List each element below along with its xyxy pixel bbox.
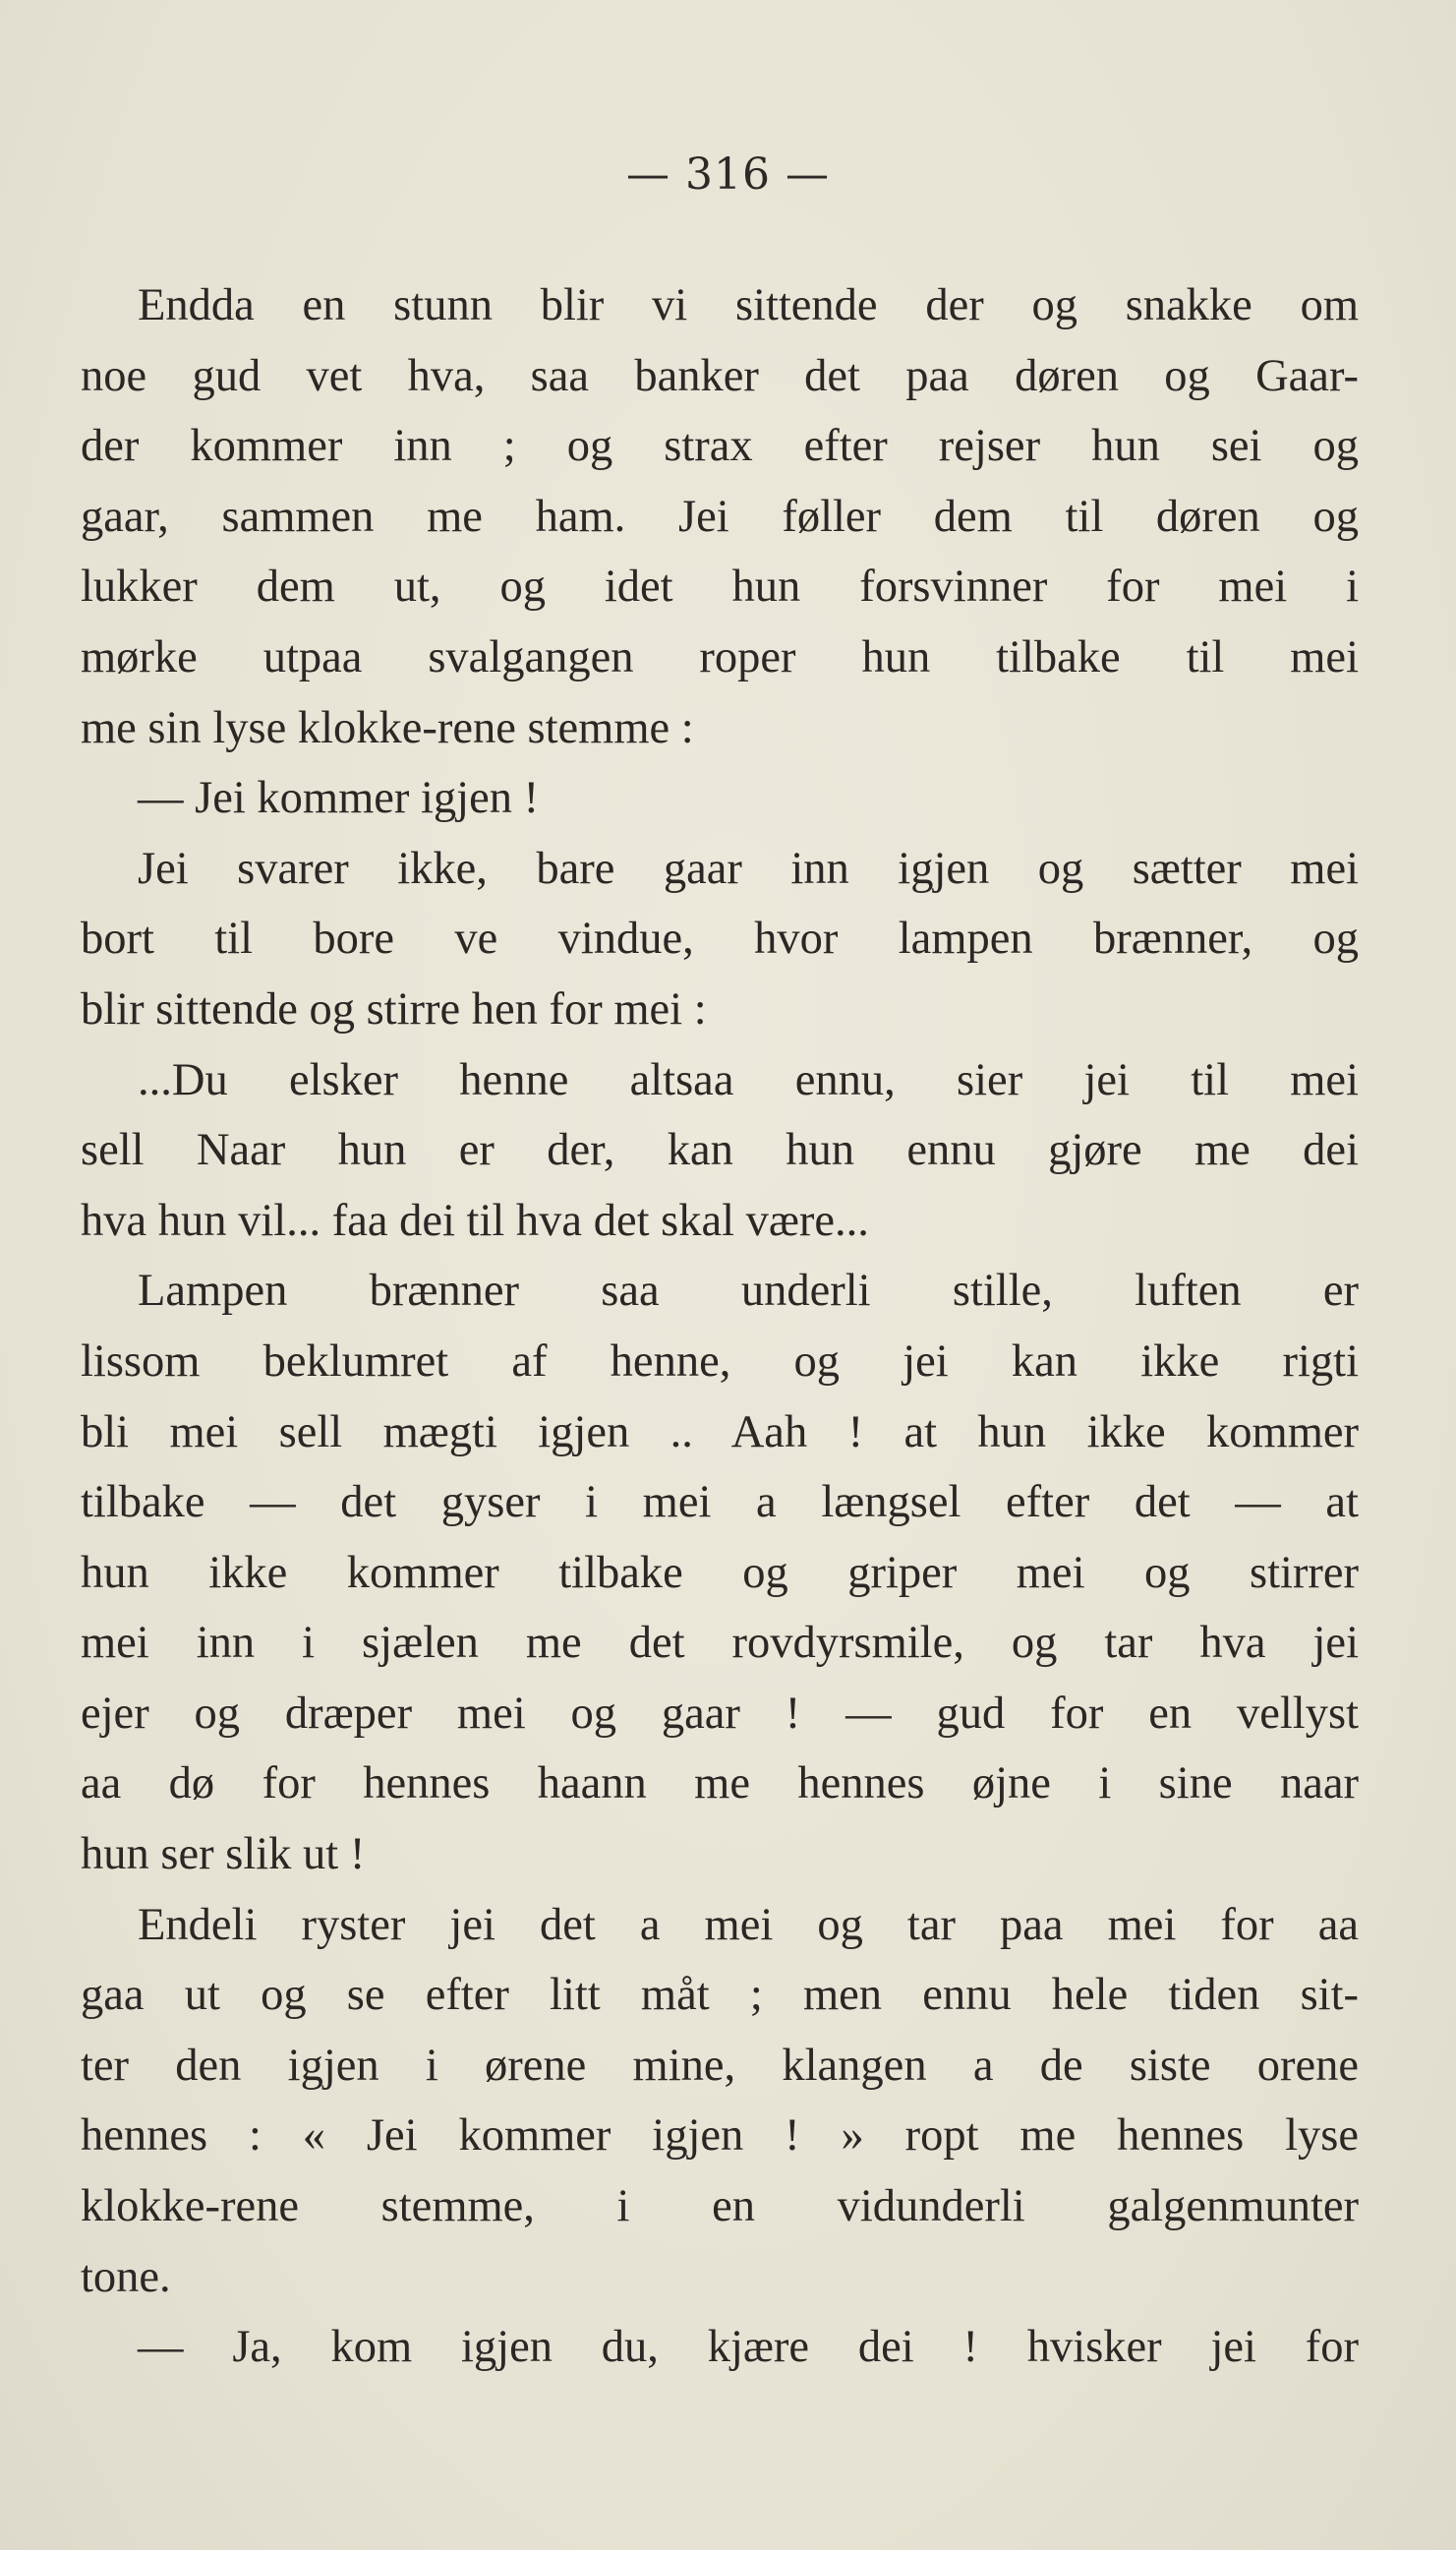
text-line: noe gud vet hva, saa banker det paa døren og Gaar- bbox=[81, 350, 1359, 401]
text-line: gaar, sammen me ham. Jei føller dem til døren og bbox=[81, 491, 1359, 542]
text-line: mei inn i sjælen me det rovdyrsmile, og tar hva jei bbox=[81, 1618, 1359, 1669]
text-line: blir sittende og stirre hen for mei : bbox=[81, 983, 707, 1035]
text-line: bli mei sell mægti igjen .. Aah ! at hun ikke kommer bbox=[81, 1406, 1359, 1457]
text-line: hennes : « Jei kommer igjen ! » ropt me hennes lyse bbox=[81, 2110, 1359, 2162]
text-line: Lampen brænner saa underli stille, luften er bbox=[138, 1266, 1359, 1317]
text-line: Endda en stunn blir vi sittende der og snakke om bbox=[138, 280, 1359, 330]
body-text bbox=[81, 270, 1359, 2383]
text-line: tone. bbox=[81, 2251, 171, 2302]
text-line: lukker dem ut, og idet hun forsvinner for mei i bbox=[81, 562, 1359, 613]
text-line: aa dø for hennes haann me hennes øjne i sine naar bbox=[81, 1758, 1359, 1809]
text-line: — Ja, kom igjen du, kjære dei ! hvisker jei for bbox=[138, 2322, 1359, 2373]
text-line: lissom beklumret af henne, og jei kan ikke rigti bbox=[81, 1335, 1359, 1387]
text-line: sell Naar hun er der, kan hun ennu gjøre me dei bbox=[81, 1125, 1359, 1176]
text-line: hun ser slik ut ! bbox=[81, 1829, 366, 1880]
text-line: Jei svarer ikke, bare gaar inn igjen og sætter mei bbox=[138, 843, 1359, 894]
text-line: gaa ut og se efter litt måt ; men ennu hele tiden sit- bbox=[81, 1970, 1359, 2021]
text-line: ter den igjen i ørene mine, klangen a de siste orene bbox=[81, 2040, 1359, 2091]
text-line: der kommer inn ; og strax efter rejser hun sei og bbox=[81, 421, 1359, 472]
text-line: — Jei kommer igjen ! bbox=[138, 773, 540, 824]
text-line: hun ikke kommer tilbake og griper mei og stirrer bbox=[81, 1547, 1359, 1598]
text-line: bort til bore ve vindue, hvor lampen brænner, og bbox=[81, 914, 1359, 965]
text-line: ejer og dræper mei og gaar ! — gud for en vellyst bbox=[81, 1688, 1359, 1739]
text-line: tilbake — det gyser i mei a længsel efter det — at bbox=[81, 1477, 1359, 1528]
text-line: Endeli ryster jei det a mei og tar paa mei for aa bbox=[138, 1899, 1359, 1950]
text-line: hva hun vil... faa dei til hva det skal være... bbox=[81, 1195, 869, 1246]
text-line: me sin lyse klokke-rene stemme : bbox=[81, 702, 694, 753]
text-line: mørke utpaa svalgangen roper hun tilbake til mei bbox=[81, 631, 1359, 682]
text-line: klokke-rene stemme, i en vidunderli galgenmunter bbox=[81, 2181, 1359, 2232]
text-line: ...Du elsker henne altsaa ennu, sier jei til mei bbox=[138, 1054, 1359, 1105]
page-number: — 316 — bbox=[626, 149, 830, 200]
